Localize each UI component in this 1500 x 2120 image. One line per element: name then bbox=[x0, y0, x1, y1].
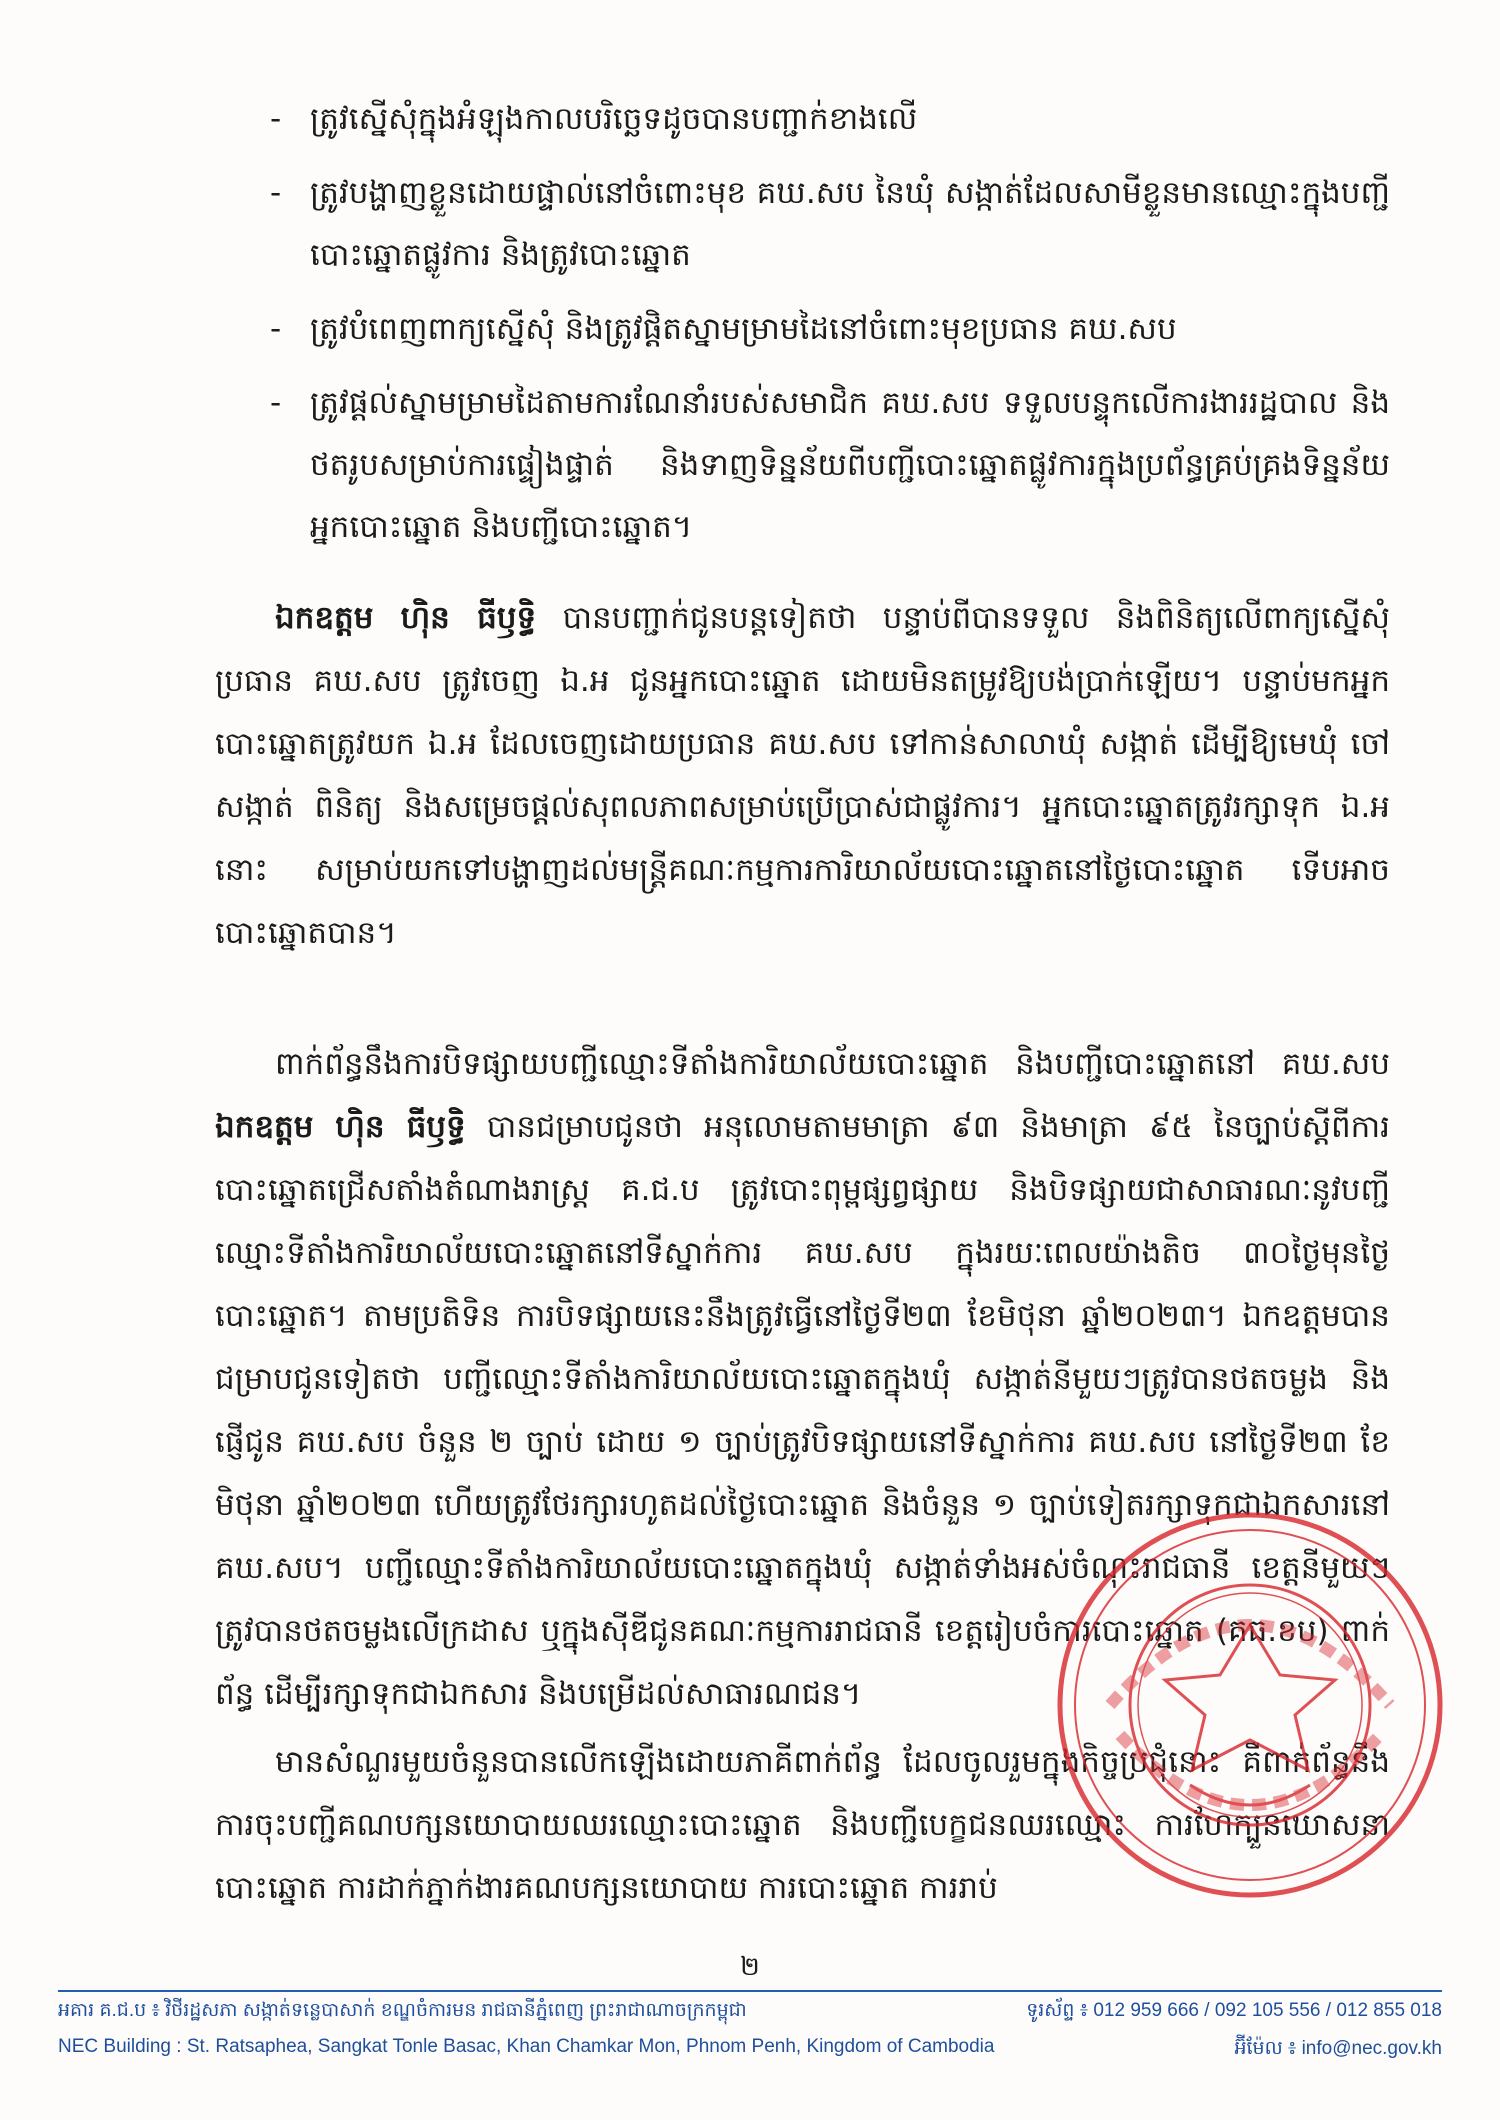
footer-phone: ទូរស័ព្ទ ៖ 012 959 666 / 092 105 556 / 012 855 018 bbox=[1026, 2000, 1442, 2021]
official-seal-stamp bbox=[1050, 1505, 1450, 1905]
footer-divider bbox=[58, 1990, 1442, 1992]
footer-email: អ៊ីម៉ែល ៖ info@nec.gov.kh bbox=[1234, 2038, 1442, 2059]
bullet-item: - ត្រូវស្នើសុំក្នុងអំឡុងកាលបរិច្ឆេទដូចបានបញ្ជាក់ខាងលើ bbox=[270, 101, 918, 137]
bullet-item: - ត្រូវបង្ហាញខ្លួនដោយផ្ទាល់នៅចំពោះមុខ គឃ.សប នៃឃុំ សង្កាត់ដែលសាមីខ្លួនមានឈ្មោះក្នុងបញ្ជីបោះឆ្នោតផ្លូវការ និងត្រូវបោះឆ្នោត bbox=[270, 175, 1390, 273]
official-name: ឯកឧត្តម ហ៊ិន ធីឫទ្ធិ bbox=[275, 600, 537, 636]
paragraph-2: ពាក់ព័ន្ធនឹងការបិទផ្សាយបញ្ជីឈ្មោះទីតាំងការិយាល័យបោះឆ្នោត និងបញ្ជីបោះឆ្នោតនៅ គឃ.សប ឯកឧត្តម ហ៊ិន ធីឫទ្ធិ បានជម្រាបជូនថា អនុលោមតាមមាត្រា ៩៣ និងមាត្រា ៩៥ នៃច្បាប់ស្តីពីការបោះឆ្នោតជ្រើសតាំងតំណាងរាស្ត្រ គ.ជ.ប ត្រូវបោះពុម្ពផ្សព្វផ្សាយ និងបិទផ្សាយជាសាធារណៈនូវបញ្ជីឈ្មោះទីតាំងការិយាល័យបោះឆ្នោតនៅទីស្នាក់ការ គឃ.សប ក្នុងរយៈពេលយ៉ាងតិច ៣០ថ្ងៃមុនថ្ងៃបោះឆ្នោត។ តាមប្រតិទិន ការបិទផ្សាយនេះនឹងត្រូវធ្វើនៅថ្ងៃទី២៣ ខែមិថុនា ឆ្នាំ២០២៣។ ឯកឧត្តមបានជម្រាបជូនទៀតថា បញ្ជីឈ្មោះទីតាំងការិយាល័យបោះឆ្នោតក្នុងឃុំ សង្កាត់នីមួយៗត្រូវបានថតចម្លង និងផ្ញើជូន គឃ.សប ចំនួន ២ ច្បាប់ ដោយ ១ ច្បាប់ត្រូវបិទផ្សាយនៅទីស្នាក់ការ គឃ.សប នៅថ្ងៃទី២៣ ខែមិថុនា ឆ្នាំ២០២៣ ហើយត្រូវថែរក្សារហូតដល់ថ្ងៃបោះឆ្នោត និងចំនួន ១ ច្បាប់ទៀតរក្សាទុកជាឯកសារនៅ គឃ.សប។ បញ្ជីឈ្មោះទីតាំងការិយាល័យបោះឆ្នោតក្នុងឃុំ សង្កាត់ទាំងអស់ចំណុះរាជធានី ខេត្តនីមួយៗ ត្រូវបានថតចម្លងលើក្រដាស ឬក្នុងស៊ីឌីជូនគណៈកម្មការរាជធានី ខេត្តរៀបចំការបោះឆ្នោត (គធ.ខប) ពាក់ព័ន្ធ ដើម្បីរក្សាទុកជាឯកសារ និងបម្រើដល់សាធារណជន។ bbox=[215, 1046, 1390, 1712]
page-number: ២ bbox=[740, 1952, 760, 1982]
footer-address-kh: អគារ គ.ជ.ប ៖ វិថីរដ្ឋសភា សង្កាត់ទន្លេបាសាក់ ខណ្ឌចំការមន រាជធានីភ្នំពេញ ព្រះរាជាណាចក្រកម្ពុជា bbox=[58, 2000, 747, 2021]
bullet-item: - ត្រូវផ្តល់ស្នាមម្រាមដៃតាមការណែនាំរបស់សមាជិក គឃ.សប ទទួលបន្ទុកលើការងាររដ្ឋបាល និងថតរូបសម្រាប់ការផ្ទៀងផ្ទាត់ និងទាញទិន្នន័យពីបញ្ជីបោះឆ្នោតផ្លូវការក្នុងប្រព័ន្ធគ្រប់គ្រងទិន្នន័យអ្នកបោះឆ្នោត និងបញ្ជីបោះឆ្នោត។ bbox=[270, 385, 1390, 545]
paragraph-3: មានសំណួរមួយចំនួនបានលើកឡើងដោយភាគីពាក់ព័ន្ធ ដែលចូលរួមក្នុងកិច្ចប្រជុំនោះ គឺពាក់ព័ន្ធនឹងការចុះបញ្ជីគណបក្សនយោបាយឈរឈ្មោះបោះឆ្នោត និងបញ្ជីបេក្ខជនឈរឈ្មោះ ការហែក្បួនឃោសនាបោះឆ្នោត ការដាក់ភ្នាក់ងារគណបក្សនយោបាយ ការបោះឆ្នោត ការរាប់ bbox=[215, 1744, 1390, 1906]
bullet-list bbox=[270, 88, 1390, 570]
paragraph-1: ឯកឧត្តម ហ៊ិន ធីឫទ្ធិ បានបញ្ជាក់ជូនបន្តទៀតថា បន្ទាប់ពីបានទទួល និងពិនិត្យលើពាក្យស្នើសុំ ប្រធាន គឃ.សប ត្រូវចេញ ឯ.អ ជូនអ្នកបោះឆ្នោត ដោយមិនតម្រូវឱ្យបង់ប្រាក់ឡើយ។ បន្ទាប់មកអ្នកបោះឆ្នោតត្រូវយក ឯ.អ ដែលចេញដោយប្រធាន គឃ.សប ទៅកាន់សាលាឃុំ សង្កាត់ ដើម្បីឱ្យមេឃុំ ចៅសង្កាត់ ពិនិត្យ និងសម្រេចផ្តល់សុពលភាពសម្រាប់ប្រើប្រាស់ជាផ្លូវការ។ អ្នកបោះឆ្នោតត្រូវរក្សាទុក ឯ.អ នោះ សម្រាប់យកទៅបង្ហាញដល់មន្ត្រីគណៈកម្មការការិយាល័យបោះឆ្នោតនៅថ្ងៃបោះឆ្នោត ទើបអាចបោះឆ្នោតបាន។ bbox=[215, 600, 1390, 951]
footer-address-en: NEC Building : St. Ratsaphea, Sangkat Tonle Basac, Khan Chamkar Mon, Phnom Penh, Kingdom of Cambodia bbox=[58, 2036, 995, 2057]
official-name: ឯកឧត្តម ហ៊ិន ធីឫទ្ធិ bbox=[215, 1109, 466, 1145]
bullet-item: - ត្រូវបំពេញពាក្យស្នើសុំ និងត្រូវផ្តិតស្នាមម្រាមដៃនៅចំពោះមុខប្រធាន គឃ.សប bbox=[270, 311, 1177, 347]
